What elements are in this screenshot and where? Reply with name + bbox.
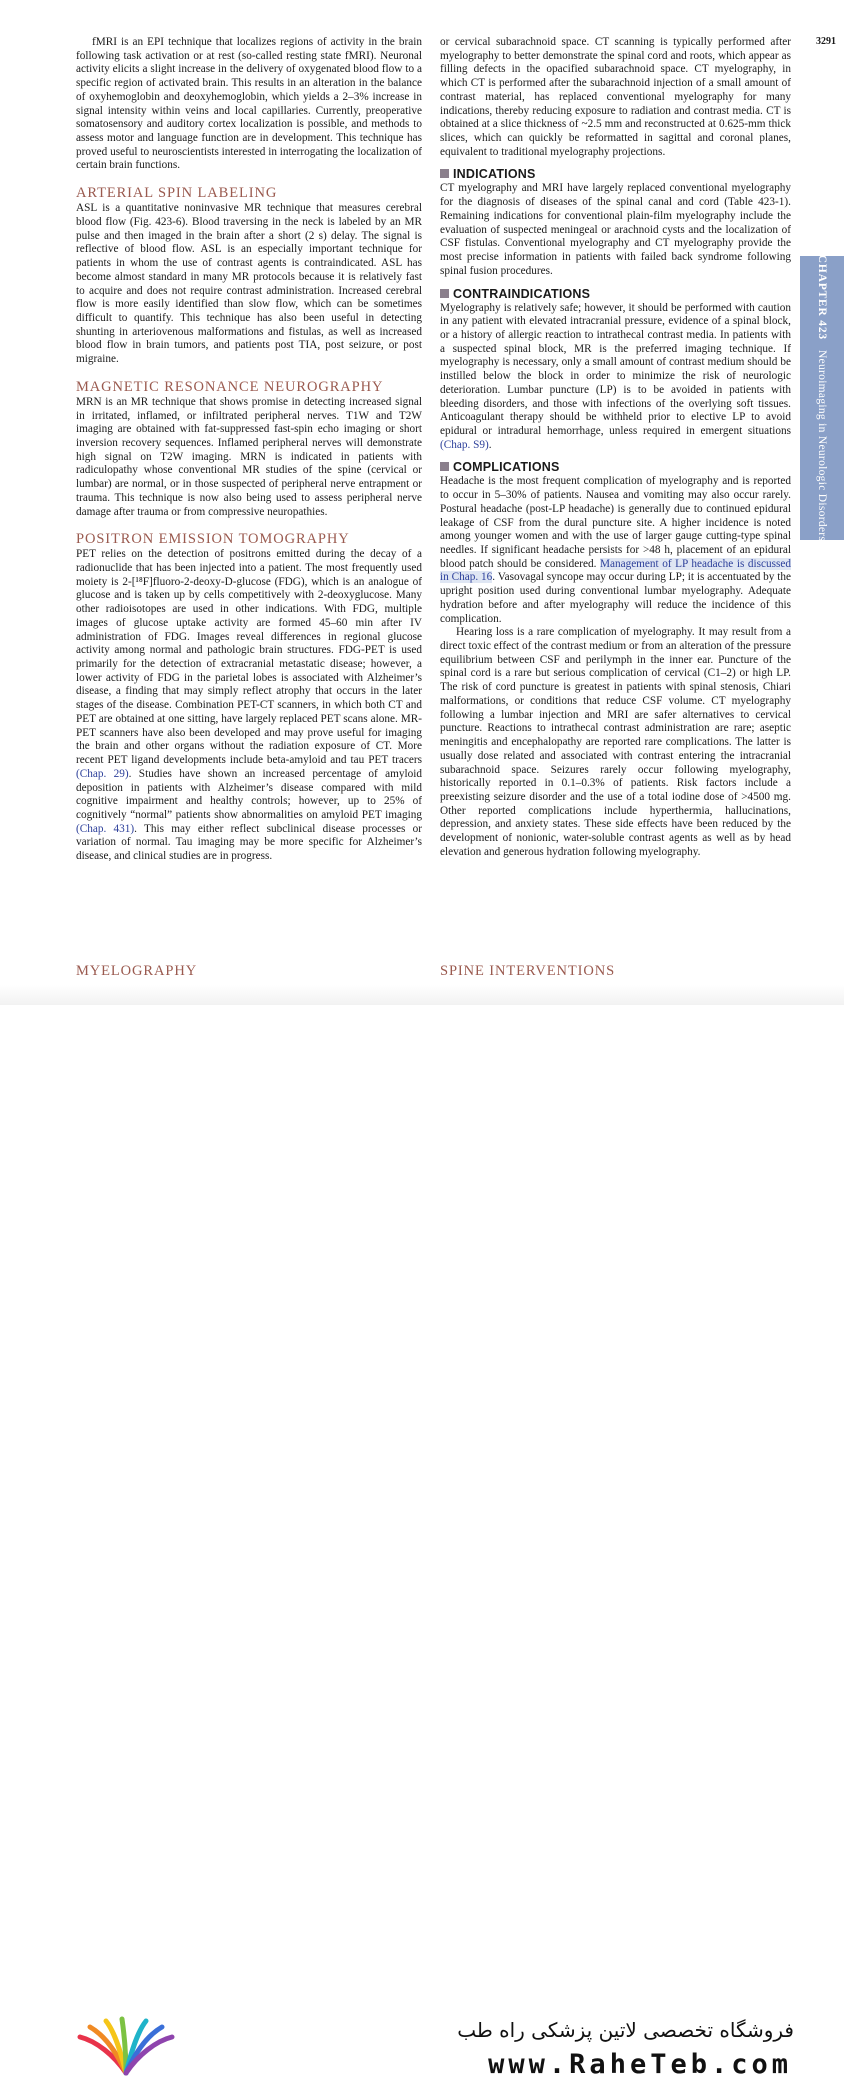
asl-paragraph: ASL is a quantitative noninvasive MR technique that measures cerebral blood flow (Fig. 423-6). Blood traversing in the neck is labeled by an MR pulse and then imaged in the brain after a short (2 s) delay. The signal is reflective of blood flow. ASL is an especially important technique for patients in whom the use of contrast agents is contraindicated. ASL has become almost standard in many MR protocols because it is relatively fast to acquire and does not require contrast administration. Increased cerebral flow is more easily identified than slow flow, which can be sometimes difficult to quantify. This technique has also been useful in detecting shunting in arteriovenous malformations and fistulas, as well as increased blood flow in brain tumors, and patients post TIA, post seizure, or post migraine. xyxy=(76,202,422,366)
asl-heading: ARTERIAL SPIN LABELING xyxy=(76,185,278,202)
square-bullet-icon xyxy=(440,462,449,471)
page-fade xyxy=(0,985,844,1005)
store-name: فروشگاه تخصصی لاتین پزشکی راه طب xyxy=(457,2018,794,2042)
mrn-heading: MAGNETIC RESONANCE NEUROGRAPHY xyxy=(76,378,384,395)
spine-interventions-heading: SPINE INTERVENTIONS xyxy=(440,963,616,979)
pet-text-1: PET relies on the detection of positrons emitted during the decay of a radionuclide that has been injected into a patient. The most frequently used moiety is 2-[¹⁸F]fluoro-2-deoxy-D-glucose (FDG), which is an analogue of glucose and is taken up by cells competitively with 2-deoxyglucose. Many other radioisotopes are used in other indications. With FDG, multiple images of glucose uptake activity are formed 45–60 min after IV administration of FDG. Images reveal differences in regional glucose activity among normal and pathologic brain structures. FDG-PET is used primarily for the detection of extracranial metastatic disease; however, a lower activity of FDG in the parietal lobes is associated with Alzheimer’s disease, a finding that may simply reflect atrophy that occurs in the later stages of the disease. Combination PET-CT scanners, in which both CT and PET are obtained at one sitting, have largely replaced PET scans alone. MR-PET scanners have also been developed and may prove useful for imaging the brain and other organs without the radiation exposure of CT. More recent PET ligand developments include beta-amyloid and tau PET tracers xyxy=(76,548,422,767)
right-column xyxy=(440,36,791,860)
contraindications-heading: CONTRAINDICATIONS xyxy=(440,287,791,301)
store-url: www.RaheTeb.com xyxy=(488,2049,792,2080)
chapter-number: CHAPTER 423 xyxy=(816,254,828,340)
pet-paragraph xyxy=(76,548,422,864)
contraindications-paragraph: Myelography is relatively safe; however, it should be performed with caution in any patient with elevated intracranial pressure, evidence of a spinal block, or a history of allergic reaction to intrathecal contrast media. In patients with a suspected spinal block, MR is the preferred imaging technique. If myelography is necessary, only a small amount of contrast medium should be instilled below the block in order to minimize the risk of neurologic deterioration. Lumbar puncture (LP) is to be avoided in patients with bleeding disorders, and those with infections of the overlying soft tissues. Anticoagulant therapy should be withheld prior to elective LP to avoid epidural or intradural hemorrhage, unless required in emergent situations (Chap. S9). xyxy=(440,301,791,451)
indications-heading: INDICATIONS xyxy=(440,167,791,181)
myelography-heading: MYELOGRAPHY xyxy=(76,963,198,979)
chap-s9-link[interactable]: (Chap. S9) xyxy=(440,438,489,451)
complications-heading: COMPLICATIONS xyxy=(440,460,791,474)
book-logo-icon xyxy=(74,2015,178,2079)
square-bullet-icon xyxy=(440,169,449,178)
chapter-title: Neuroimaging in Neurologic Disorders xyxy=(816,349,828,542)
myelography-intro-paragraph: or cervical subarachnoid space. CT scanning is typically performed after myelography to better demonstrate the spinal cord and roots, which appear as filling defects in the opacified subarachnoid space. CT myelography, in which CT is performed after the subarachnoid injection of a small amount of contrast material, has replaced conventional myelography for many indications, thereby reducing exposure to radiation and contrast media. CT is obtained at a slice thickness of ~2.5 mm and reconstructed at 0.625-mm thick slices, which can quickly be reformatted in sagittal and coronal planes, equivalent to traditional myelography projections. xyxy=(440,36,791,158)
page-number: 3291 xyxy=(816,36,836,47)
pet-text-2: . Studies have shown an increased percentage of amyloid deposition in patients with Alzheimer’s disease compared with mild cognitive impairment and healthy controls; however, up to 25% of cognitively “normal” patients show abnormalities on amyloid PET imaging xyxy=(76,767,422,821)
chap-16-link[interactable]: Management of LP headache is discussed in Chap. 16 xyxy=(440,557,792,584)
left-column xyxy=(76,36,422,864)
chap-431-link[interactable]: (Chap. 431) xyxy=(76,822,135,835)
mrn-paragraph: MRN is an MR technique that shows promise in detecting increased signal in irritated, inflamed, or infiltrated peripheral nerves. T1W and T2W imaging are obtained with fat-suppressed fast-spin echo imaging or short inversion recovery sequences. Inflamed peripheral nerves will demonstrate high signal on T2W imaging. MRN is indicated in patients with radiculopathy whose conventional MR studies of the spine (cervical or lumbar) are normal, or in those suspected of peripheral nerve entrapment or trauma. This technique is now also being used to assess peripheral nerve damage after trauma or from compressive neuropathies. xyxy=(76,395,422,518)
indications-paragraph: CT myelography and MRI have largely replaced conventional myelography for the diagnosis of diseases of the spinal canal and cord (Table 423-1). Remaining indications for conventional plain-film myelography include the evaluation of suspected meningeal or arachnoid cysts and the localization of CSF fistulas. Conventional myelography and CT myelography provide the most precise information in patients with failed back syndrome following spinal fusion procedures. xyxy=(440,182,791,277)
fmri-paragraph: fMRI is an EPI technique that localizes regions of activity in the brain following task activation or at rest (so-called resting state fMRI). Neuronal activity elicits a slight increase in the delivery of oxygenated blood flow to a specific region of activated brain. This results in an alteration in the balance of oxyhemoglobin and deoxyhemoglobin, which yields a 2–3% increase in signal intensity within veins and local capillaries. Currently, preoperative somatosensory and auditory cortex localization is possible, and methods to assess motor and language function are in development. This technique has proved useful to neuroscientists interested in interrogating the localization of certain brain functions. xyxy=(76,36,422,172)
chap-29-link[interactable]: (Chap. 29) xyxy=(76,767,129,780)
pet-text-3: . This may either reflect subclinical disease processes or variation of normal. Tau imaging may be more specific for Alzheimer’s disease, and clinical studies are in progress. xyxy=(76,822,422,863)
complications-paragraph: Headache is the most frequent complication of myelography and is reported to occur in 5–30% of patients. Nausea and vomiting may also occur rarely. Postural headache (post-LP headache) is generally due to continued epidural leakage of CSF from the dural puncture site. A higher incidence is noted among younger women and with the use of larger gauge cutting-type spinal needles. If significant headache persists for >48 h, placement of an epidural blood patch should be considered. Management of LP headache is discussed in Chap. 16. Vasovagal syncope may occur during LP; it is accentuated by the upright position used during conventional lumbar myelography. Adequate hydration before and after myelography will reduce the incidence of this complication. xyxy=(440,475,792,625)
pet-heading: POSITRON EMISSION TOMOGRAPHY xyxy=(76,531,350,548)
hearing-loss-paragraph: Hearing loss is a rare complication of myelography. It may result from a direct toxic effect of the contrast medium or from an alteration of the pressure equilibrium between CSF and perilymph in the inner ear. Puncture of the spinal cord is a rare but serious complication of cervical (C1–2) or high LP. The risk of cord puncture is greatest in patients with spinal stenosis, Chiari malformations, or conditions that reduce CSF volume. CT myelography following a lumbar injection and MRI are safer alternatives to cervical puncture. Reactions to intrathecal contrast administration are rare; aseptic meningitis and encephalopathy are reported rare complications. The latter is usually dose related and associated with contrast entering the intracranial subarachnoid space. Seizures rarely occur following myelography, historically reported in 0.1–0.3% of patients. Risk factors include a preexisting seizure disorder and the use of a total iodine dose of >4500 mg. Other reported complications include hyperthermia, hallucinations, depression, and anxiety states. These side effects have been reduced by the development of nonionic, water-soluble contrast agents as well as by head elevation and generous hydration following myelography. xyxy=(440,626,791,858)
watermark-footer xyxy=(0,1005,844,2080)
square-bullet-icon xyxy=(440,289,449,298)
chapter-tab xyxy=(800,256,844,540)
